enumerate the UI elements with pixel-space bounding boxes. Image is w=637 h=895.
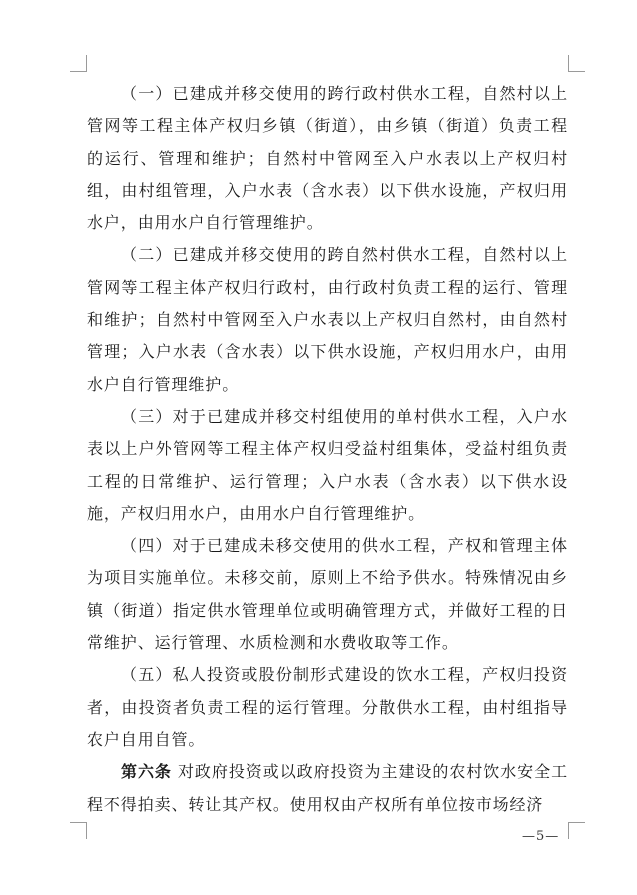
- paragraph-clause-2: （二）已建成并移交使用的跨自然村供水工程，自然村以上管网等工程主体产权归行政村，由行政村负责工程的运行、管理和维护；自然村中管网至入户水表以上产权归自然村，由自然村管理；入户水表（含水表）以下供水设施，产权归用水户，由用水户自行管理维护。: [87, 245, 568, 394]
- article-6-label: 第六条: [121, 762, 172, 782]
- document-body: [87, 78, 568, 821]
- crop-mark-bottom-left: [70, 822, 87, 839]
- paragraph-clause-1: （一）已建成并移交使用的跨行政村供水工程，自然村以上管网等工程主体产权归乡镇（街道），由乡镇（街道）负责工程的运行、管理和维护；自然村中管网至入户水表以上产权归村组，由村组管理，入户水表（含水表）以下供水设施，产权归用水户，由用水户自行管理维护。: [87, 84, 568, 233]
- paragraph-clause-4: （四）对于已建成未移交使用的供水工程，产权和管理主体为项目实施单位。未移交前，原则上不给予供水。特殊情况由乡镇（街道）指定供水管理单位或明确管理方式，并做好工程的日常维护、运行管理、水质检测和水费收取等工作。: [87, 536, 568, 653]
- article-6-text: 对政府投资或以政府投资为主建设的农村饮水安全工程不得拍卖、转让其产权。使用权由产权所有单位按市场经济: [87, 762, 569, 814]
- crop-mark-bottom-right: [568, 822, 585, 839]
- crop-mark-top-right: [568, 55, 585, 72]
- paragraph-clause-3: （三）对于已建成并移交村组使用的单村供水工程，入户水表以上户外管网等工程主体产权归受益村组集体，受益村组负责工程的日常维护、运行管理；入户水表（含水表）以下供水设施，产权归用水户，由用水户自行管理维护。: [87, 406, 568, 523]
- paragraph-clause-5: （五）私人投资或股份制形式建设的饮水工程，产权归投资者，由投资者负责工程的运行管理。分散供水工程，由村组指导农户自用自管。: [87, 665, 568, 749]
- page-number: —5—: [522, 829, 560, 844]
- crop-mark-top-left: [70, 55, 87, 72]
- paragraph-article-6: [87, 756, 568, 821]
